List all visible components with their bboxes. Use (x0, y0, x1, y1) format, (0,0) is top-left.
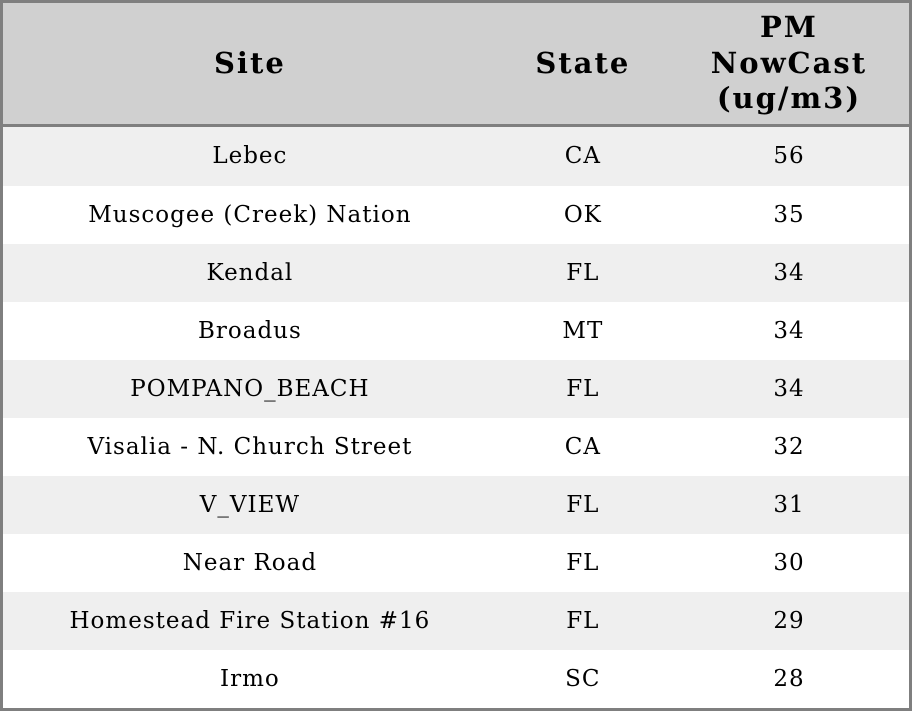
state-cell: FL (566, 492, 600, 519)
state-cell: SC (565, 665, 601, 692)
state-cell: FL (566, 549, 600, 576)
site-cell: POMPANO_BEACH (130, 376, 370, 403)
pm-nowcast-cell: 32 (773, 434, 805, 461)
table-row (3, 360, 909, 418)
site-cell: Visalia - N. Church Street (87, 434, 413, 461)
state-cell: FL (566, 607, 600, 634)
column-header-pm-nowcast (669, 3, 909, 125)
column-header-site-label: Site (213, 45, 286, 80)
pm-nowcast-cell: 31 (773, 492, 805, 519)
table-row (3, 418, 909, 476)
state-cell: FL (566, 376, 600, 403)
table-row (3, 534, 909, 592)
table-body (3, 125, 909, 708)
state-cell: CA (564, 143, 601, 170)
site-cell: Broadus (197, 318, 302, 345)
table-row (3, 650, 909, 708)
table-header (3, 3, 909, 125)
header-row (3, 3, 909, 125)
site-cell: Homestead Fire Station #16 (69, 607, 431, 634)
table-row (3, 186, 909, 244)
column-header-state (497, 3, 669, 125)
pm-nowcast-cell: 29 (773, 607, 805, 634)
pm-nowcast-cell: 30 (773, 549, 805, 576)
site-cell: V_VIEW (199, 492, 301, 519)
table-row (3, 125, 909, 186)
pm-nowcast-cell: 34 (773, 376, 805, 403)
pm-nowcast-cell: 28 (773, 665, 805, 692)
pm-nowcast-cell: 34 (773, 318, 805, 345)
state-cell: CA (564, 434, 601, 461)
table-row (3, 244, 909, 302)
site-cell: Lebec (212, 143, 288, 170)
site-cell: Irmo (220, 665, 280, 692)
pm-nowcast-cell: 56 (773, 143, 805, 170)
pm-nowcast-cell: 34 (773, 260, 805, 287)
state-cell: MT (562, 318, 604, 345)
state-cell: FL (566, 260, 600, 287)
column-header-site (3, 3, 497, 125)
table-row (3, 302, 909, 360)
column-header-state-label: State (535, 45, 631, 80)
pm-nowcast-cell: 35 (773, 202, 805, 229)
site-cell: Kendal (206, 260, 294, 287)
state-cell: OK (563, 202, 602, 229)
table-row (3, 476, 909, 534)
table-row (3, 592, 909, 650)
column-header-pm-nowcast-label: PM NowCast (ug/m3) (710, 10, 868, 115)
air-quality-table (3, 3, 909, 708)
site-cell: Muscogee (Creek) Nation (88, 202, 412, 229)
site-cell: Near Road (182, 549, 318, 576)
